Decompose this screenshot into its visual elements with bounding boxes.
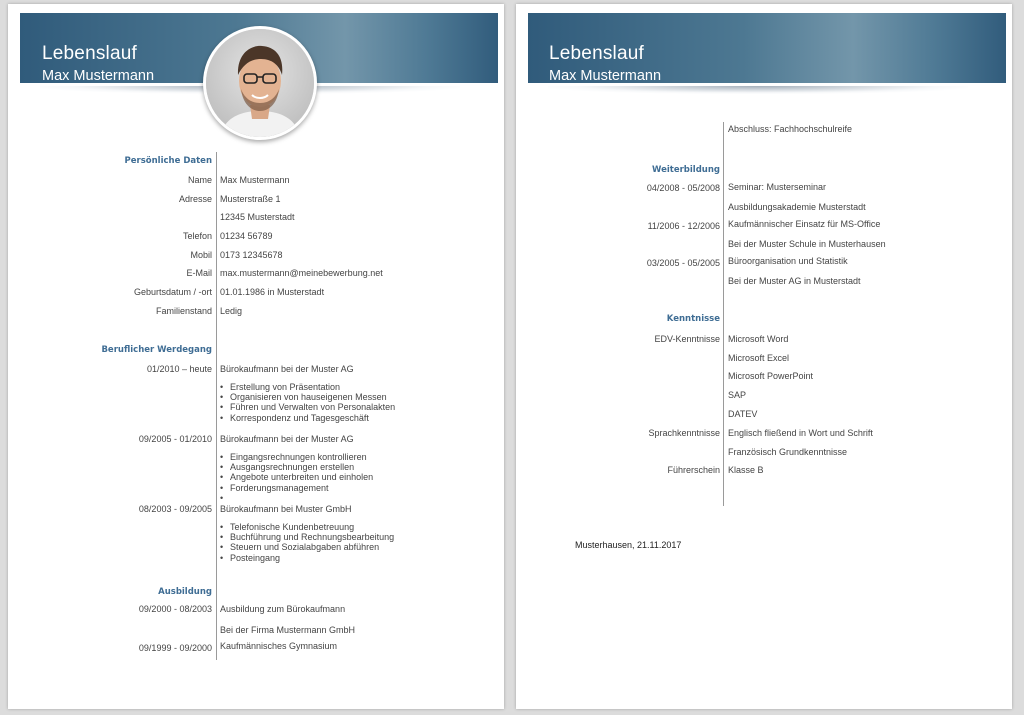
job-title: Bürokaufmann bei Muster GmbH <box>220 504 352 514</box>
row-value: SAP <box>728 390 747 400</box>
job-title: Bürokaufmann bei der Muster AG <box>220 364 354 374</box>
row-label: Familienstand <box>155 306 212 316</box>
row-value: Microsoft PowerPoint <box>728 371 814 381</box>
job-bullets <box>220 522 394 563</box>
job-bullets <box>220 382 395 423</box>
row-label: Mobil <box>190 250 212 260</box>
page-title: Lebenslauf <box>42 43 137 64</box>
job-period: 08/2003 - 09/2005 <box>138 504 212 514</box>
row-value: Seminar: Musterseminar <box>728 182 827 192</box>
job-title: Bürokaufmann bei der Muster AG <box>220 434 354 444</box>
row-value: 12345 Musterstadt <box>220 212 295 222</box>
list-item: • Führen und Verwalten von Personalakten <box>220 402 395 412</box>
page-title: Lebenslauf <box>549 43 644 64</box>
row-label: 09/2000 - 08/2003 <box>138 604 212 614</box>
list-item: • Buchführung und Rechnungsbearbeitung <box>220 532 394 542</box>
row-value: Klasse B <box>728 465 764 475</box>
row-label: E-Mail <box>186 268 212 278</box>
row-value: Büroorganisation und Statistik <box>728 256 848 266</box>
place-date-signature: Musterhausen, 21.11.2017 <box>575 540 682 550</box>
list-item: • Erstellung von Präsentation <box>220 382 395 392</box>
list-item: • Ausgangsrechnungen erstellen <box>220 462 373 472</box>
row-label: Name <box>187 175 212 185</box>
job-period: 09/2005 - 01/2010 <box>138 434 212 444</box>
row-value: Ausbildung zum Bürokaufmann <box>220 604 346 614</box>
row-value: Ledig <box>220 306 243 316</box>
header-shadow <box>548 86 968 94</box>
row-label: 03/2005 - 05/2005 <box>646 258 720 268</box>
row-value: Microsoft Excel <box>728 353 790 363</box>
row-value: Ausbildungsakademie Musterstadt <box>728 202 866 212</box>
row-label: Sprachkenntnisse <box>648 428 720 438</box>
row-value: DATEV <box>728 409 758 419</box>
section-heading-skills: Kenntnisse <box>666 314 720 324</box>
row-value: Microsoft Word <box>728 334 789 344</box>
row-value: Max Mustermann <box>220 175 290 185</box>
row-label: EDV-Kenntnisse <box>654 334 720 344</box>
page-header <box>528 13 1006 83</box>
list-item: • Angebote unterbreiten und einholen <box>220 472 373 482</box>
list-item <box>220 493 373 503</box>
section-heading-personal: Persönliche Daten <box>124 156 212 166</box>
list-item: • Korrespondenz und Tagesgeschäft <box>220 413 395 423</box>
list-item: • Organisieren von hauseigenen Messen <box>220 392 395 402</box>
row-label: Telefon <box>182 231 212 241</box>
row-value: 01234 56789 <box>220 231 273 241</box>
list-item: • Eingangsrechnungen kontrollieren <box>220 452 373 462</box>
row-label: Führerschein <box>667 465 720 475</box>
row-value: Bei der Muster AG in Musterstadt <box>728 276 861 286</box>
job-bullets <box>220 452 373 503</box>
list-item: • Forderungsmanagement <box>220 483 373 493</box>
row-label: 11/2006 - 12/2006 <box>647 221 720 231</box>
row-value: 01.01.1986 in Musterstadt <box>220 287 325 297</box>
row-value: Französisch Grundkenntnisse <box>728 447 848 457</box>
list-item: • Telefonische Kundenbetreuung <box>220 522 394 532</box>
list-item: • Steuern und Sozialabgaben abführen <box>220 542 394 552</box>
timeline-divider <box>216 152 217 660</box>
section-heading-education: Ausbildung <box>158 587 212 597</box>
section-heading-training: Weiterbildung <box>652 165 720 175</box>
row-label: 04/2008 - 05/2008 <box>646 183 720 193</box>
row-value: 0173 12345678 <box>220 250 283 260</box>
row-label: Geburtsdatum / -ort <box>133 287 212 297</box>
row-value: Englisch fließend in Wort und Schrift <box>728 428 873 438</box>
row-value: Kaufmännischer Einsatz für MS-Office <box>728 219 881 229</box>
row-value: Bei der Muster Schule in Musterhausen <box>728 239 886 249</box>
row-value: Musterstraße 1 <box>220 194 281 204</box>
row-value: Abschluss: Fachhochschulreife <box>728 124 853 134</box>
cv-page-1 <box>8 4 504 709</box>
row-value: Bei der Firma Mustermann GmbH <box>220 625 356 635</box>
job-period: 01/2010 – heute <box>146 364 212 374</box>
email-value: max.mustermann@meinebewerbung.net <box>220 268 383 278</box>
candidate-name: Max Mustermann <box>549 68 662 84</box>
row-value: Kaufmännisches Gymnasium <box>220 641 338 651</box>
portrait-photo <box>203 26 317 140</box>
timeline-divider <box>723 122 724 506</box>
row-label: 09/1999 - 09/2000 <box>138 643 212 653</box>
list-item: • Posteingang <box>220 553 394 563</box>
section-heading-career: Beruflicher Werdegang <box>101 345 212 355</box>
cv-page-2 <box>516 4 1012 709</box>
candidate-name: Max Mustermann <box>42 68 155 84</box>
row-label: Adresse <box>178 194 212 204</box>
